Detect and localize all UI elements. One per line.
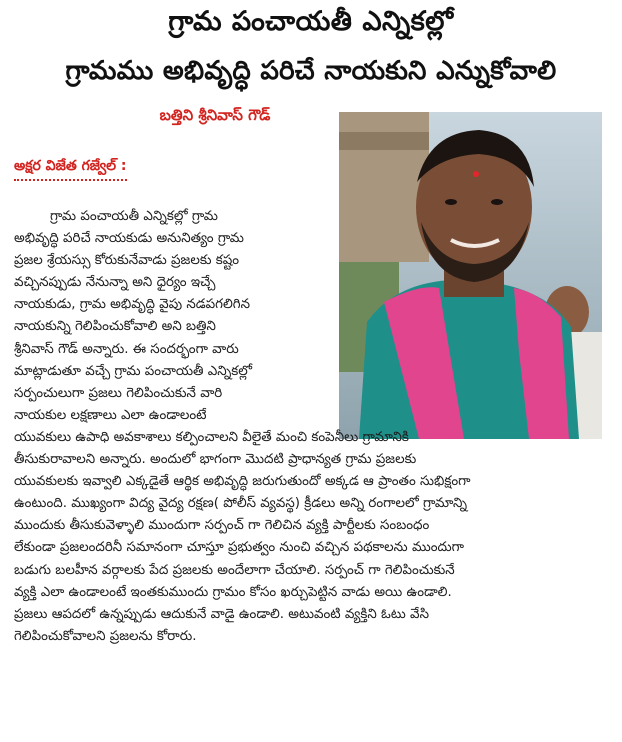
body-line: గెలిపించుకోవాలని ప్రజలను కోరారు. <box>14 628 197 644</box>
body-line: వ్యక్తి ఎలా ఉండాలంటే ఇంతకుముందు గ్రామం కోసం ఖర్చుపెట్టిన వాడు అయి ఉండాలి. <box>14 584 452 600</box>
body-line: వచ్చినప్పుడు నేనున్నా అని ధైర్యం ఇచ్చే <box>14 275 216 291</box>
headline-line-1: గ్రామ పంచాయతీ ఎన్నికల్లో <box>168 6 454 37</box>
dateline: అక్షర విజేత గజ్వేల్ : <box>14 158 127 181</box>
body-line: బడుగు బలహీన వర్గాలకు పేద ప్రజలకు అందేలాగా చేయాలి. సర్పంచ్ గా గెలిపించుకునే <box>14 562 455 578</box>
body-line: ప్రజల శ్రేయస్సు కోరుకునేవాడు ప్రజలకు కష్టం <box>14 253 240 269</box>
body-line: సర్పంచులుగా ప్రజలు గెలిపించుకునే వారి <box>14 385 223 401</box>
body-line: తీసుకురావాలని అన్నారు. అందులో భాగంగా మొదటి ప్రాధాన్యత గ్రామ ప్రజలకు <box>14 452 417 468</box>
body-line: నాయకుడు, గ్రామ అభివృద్ధి వైపు నడపగలిగిన <box>14 297 250 313</box>
body-line: గ్రామ పంచాయతీ ఎన్నికల్లో గ్రామ <box>50 209 218 224</box>
body-line: లేకుండా ప్రజలందరినీ సమానంగా చూస్తూ ప్రభుత్వం నుంచి వచ్చిన పథకాలను ముందుగా <box>14 540 464 556</box>
body-line: నాయకున్ని గెలిపించుకోవాలి అని బత్తిని <box>14 319 216 335</box>
body-line: ఉంటుంది. ముఖ్యంగా విద్య వైద్య రక్షణ( పోలీస్ వ్యవస్థ) క్రీడలు అన్ని రంగాలలో గ్రామాన్ని <box>14 496 467 512</box>
person-photo-icon <box>339 112 602 439</box>
person-photo <box>339 112 602 439</box>
body-line: నాయకుల లక్షణాలు ఎలా ఉండాలంటే <box>14 407 207 423</box>
byline: బత్తిని శ్రీనివాస్ గౌడ్ <box>159 106 271 124</box>
body-line: ముందుకు తీసుకువెళ్ళాలి ముందుగా సర్పంచ్ గా గెలిచిన వ్యక్తి పార్టీలకు సంబంధం <box>14 518 430 534</box>
body-line: శ్రీనివాస్ గౌడ్ అన్నారు. ఈ సందర్భంగా వారు <box>14 341 239 357</box>
body-line: అభివృద్ధి పరిచే నాయకుడు అనునిత్యం గ్రామ <box>14 231 244 247</box>
body-line: యువకులకు ఇవ్వాలి ఎక్కడైతే ఆర్థిక అభివృద్ధి జరుగుతుందో అక్కడ ఆ ప్రాంతం సుభిక్షంగా <box>14 474 471 490</box>
headline-line-2: గ్రామము అభివృద్ధి పరిచే నాయకుని ఎన్నుకోవాలి <box>65 56 557 86</box>
article-body-column <box>14 206 332 427</box>
body-line: మాట్లాడుతూ వచ్చే గ్రామ పంచాయతీ ఎన్నికల్లో <box>14 363 253 379</box>
body-line: యువకులు ఉపాధి అవకాశాలు కల్పించాలని వీలైతే మంచి కంపెనీలు గ్రామానికి <box>14 430 409 445</box>
article-body-full <box>14 427 610 648</box>
body-line: ప్రజలు ఆపదలో ఉన్నప్పుడు ఆదుకునే వాడై ఉండాలి. అటువంటి వ్యక్తిని ఓటు వేసి <box>14 606 429 622</box>
